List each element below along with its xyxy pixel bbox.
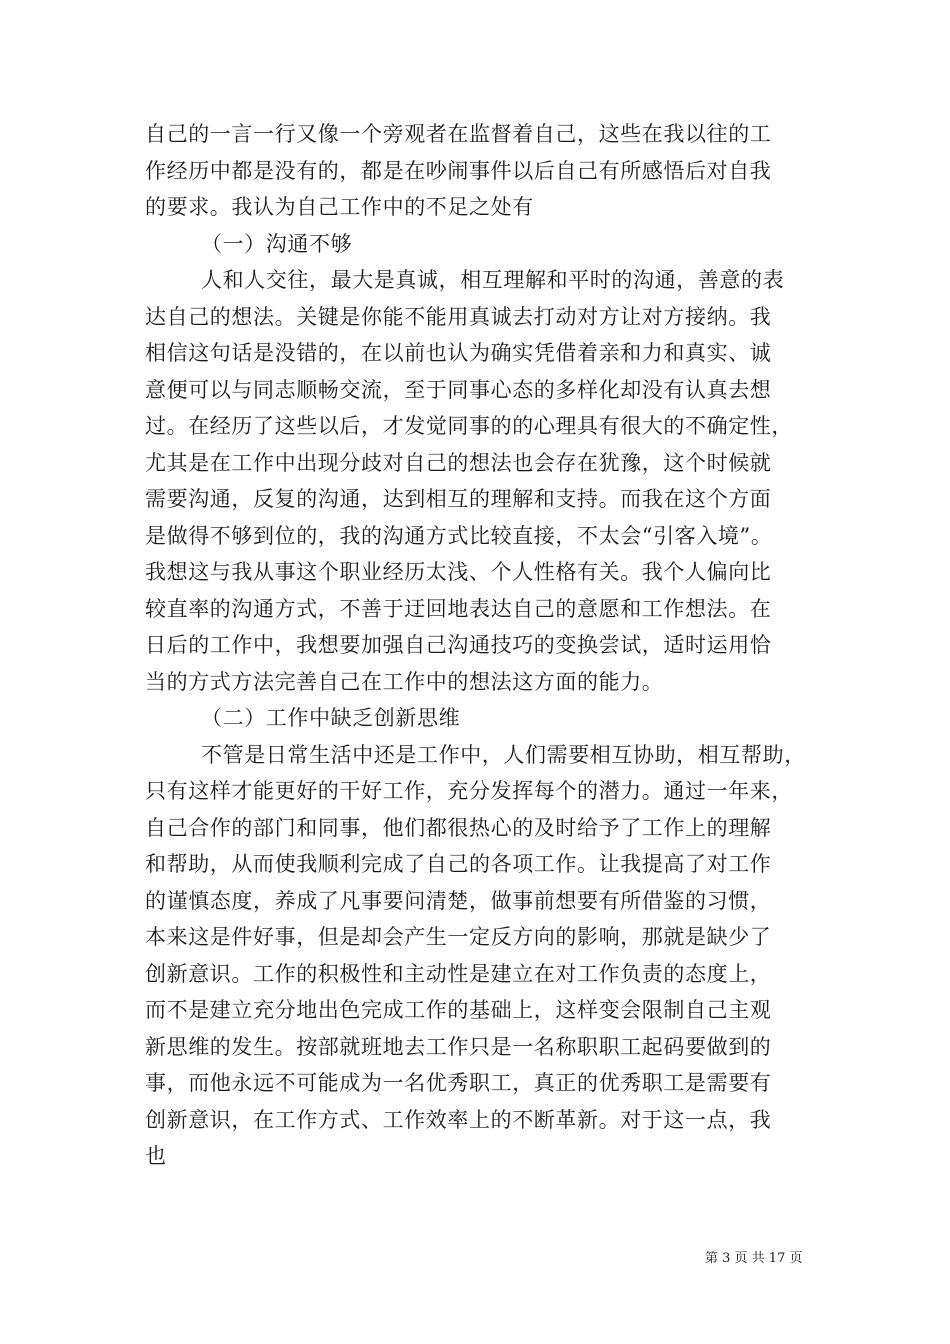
text-line: 作经历中都是没有的，都是在吵闹事件以后自己有所感悟后对自我 — [145, 158, 772, 183]
text-line: 事，而他永远不可能成为一名优秀职工，真正的优秀职工是需要有 — [145, 1071, 772, 1095]
text-line: 人和人交往，最大是真诚，相互理解和平时的沟通，善意的表 — [201, 268, 785, 292]
text-line: （一）沟通不够 — [201, 231, 353, 256]
text-line: （二）工作中缺乏创新思维 — [201, 706, 461, 730]
text-line: 当的方式方法完善自己在工作中的想法这方面的能力。 — [145, 669, 664, 694]
text-line: 自己的一言一行又像一个旁观者在监督着自己，这些在我以往的工 — [145, 122, 772, 146]
text-line: 本来这是件好事，但是却会产生一定反方向的影响，那就是缺少了 — [145, 925, 772, 949]
text-line: 自己合作的部门和同事，他们都很热心的及时给予了工作上的理解 — [145, 815, 772, 840]
text-line: 较直率的沟通方式，不善于迂回地表达自己的意愿和工作想法。在 — [145, 596, 772, 621]
text-line: 创新意识，在工作方式、工作效率上的不断革新。对于这一点，我 — [145, 1107, 772, 1132]
text-line: 尤其是在工作中出现分歧对自己的想法也会存在犹豫，这个时候就 — [145, 450, 772, 475]
text-line: 只有这样才能更好的干好工作，充分发挥每个的潜力。通过一年来， — [145, 779, 793, 803]
page-number: 第 3 页 共 17 页 — [705, 1251, 803, 1266]
text-line: 是做得不够到位的，我的沟通方式比较直接，不太会“引客入境”。 — [145, 523, 773, 548]
text-line: 新思维的发生。按部就班地去工作只是一名称职职工起码要做到的 — [145, 1034, 772, 1059]
text-line: 的要求。我认为自己工作中的不足之处有 — [145, 195, 534, 219]
text-line: 意便可以与同志顺畅交流，至于同事心态的多样化却没有认真去想 — [145, 377, 772, 402]
text-line: 创新意识。工作的积极性和主动性是建立在对工作负责的态度上， — [145, 961, 772, 986]
text-line: 和帮助，从而使我顺利完成了自己的各项工作。让我提高了对工作 — [145, 852, 772, 876]
text-line: 我想这与我从事这个职业经历太浅、个人性格有关。我个人偏向比 — [145, 560, 772, 584]
text-line: 而不是建立充分地出色完成工作的基础上，这样变会限制自己主观 — [145, 998, 772, 1022]
text-line: 也 — [145, 1144, 167, 1168]
text-line: 相信这句话是没错的，在以前也认为确实凭借着亲和力和真实、诚 — [145, 341, 772, 365]
text-line: 达自己的想法。关键是你能不能用真诚去打动对方让对方接纳。我 — [145, 304, 772, 329]
text-line: 过。在经历了这些以后，才发觉同事的的心理具有很大的不确定性， — [145, 414, 793, 438]
text-line: 的谨慎态度，养成了凡事要问清楚，做事前想要有所借鉴的习惯， — [145, 888, 772, 913]
document-body — [145, 116, 810, 1175]
text-line: 日后的工作中，我想要加强自己沟通技巧的变换尝试，适时运用恰 — [145, 633, 772, 657]
text-line: 不管是日常生活中还是工作中，人们需要相互协助，相互帮助， — [201, 742, 806, 767]
text-line: 需要沟通，反复的沟通，达到相互的理解和支持。而我在这个方面 — [145, 487, 772, 511]
